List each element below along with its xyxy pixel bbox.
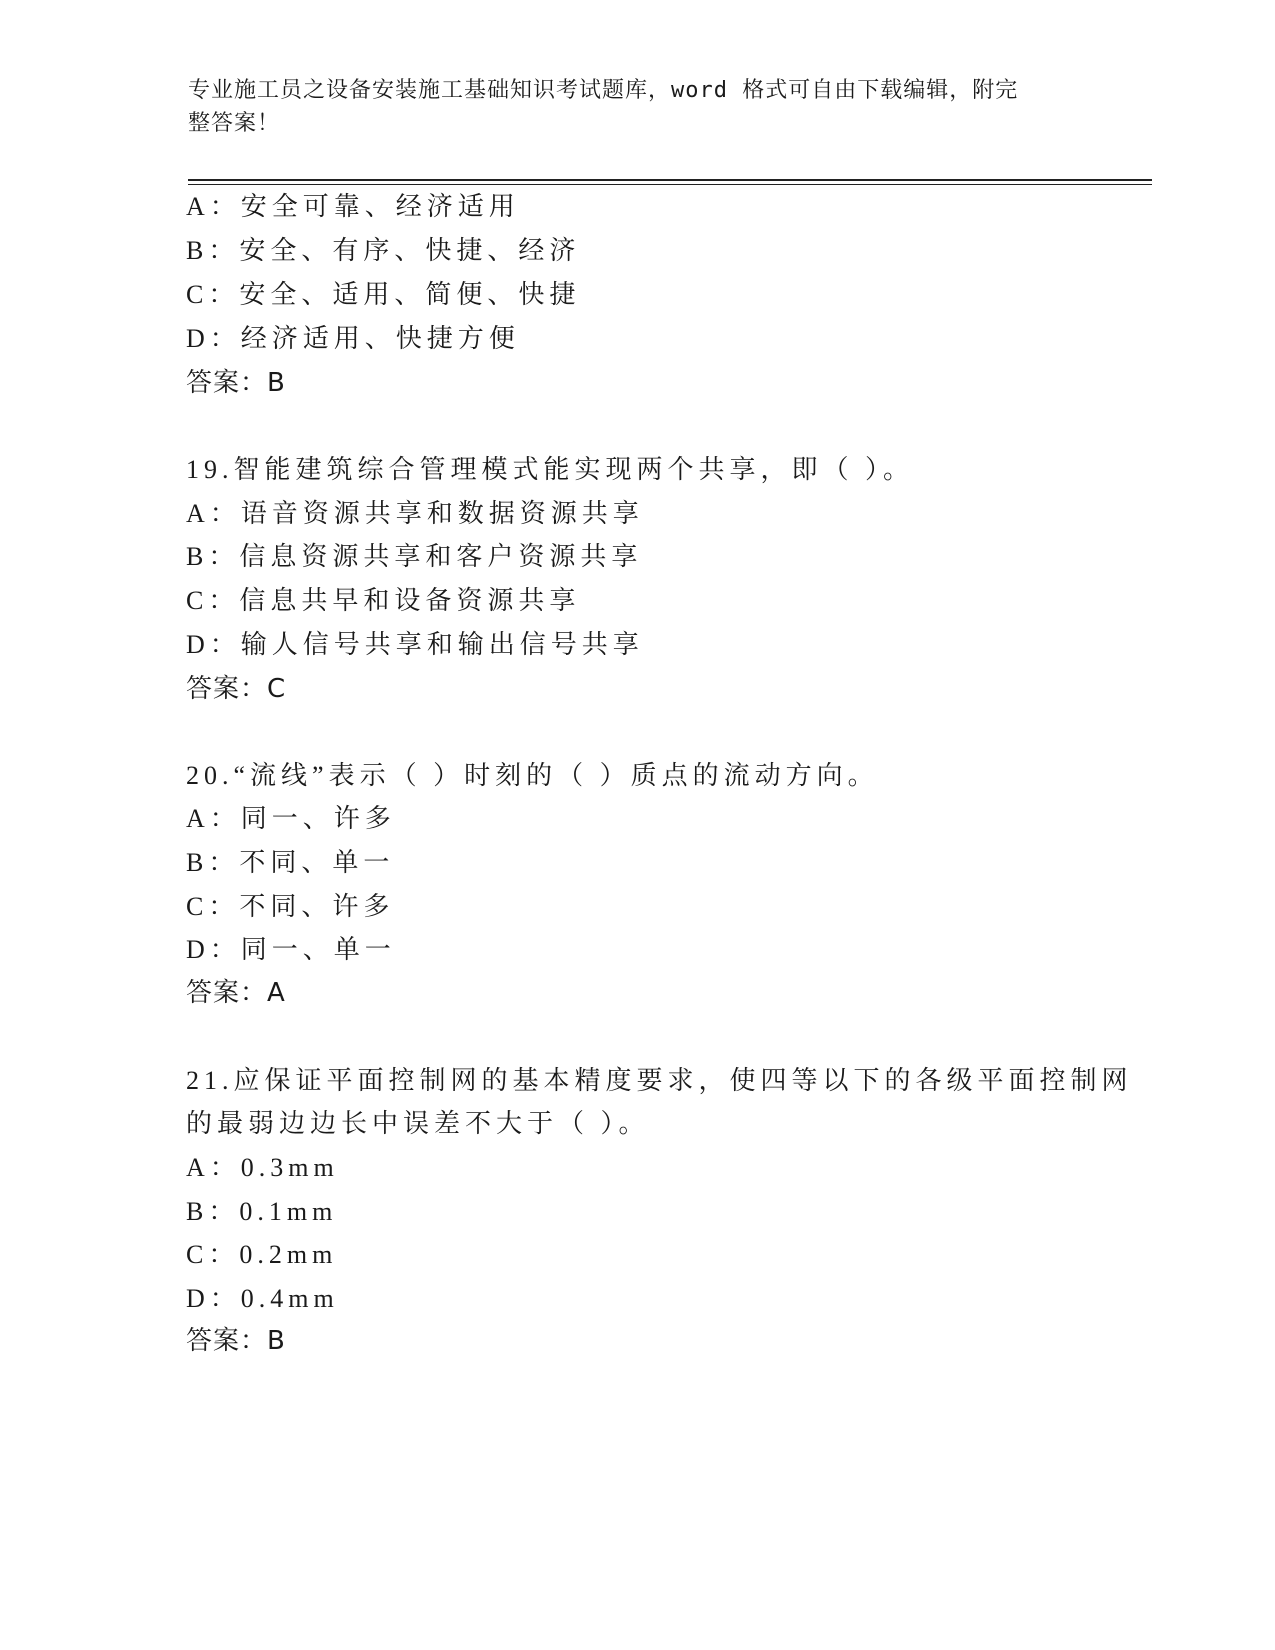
question-19-option-b: B：信息资源共享和客户资源共享 — [186, 542, 643, 571]
question-19-option-c: C：信息共早和设备资源共享 — [186, 586, 581, 615]
header-divider-thick — [188, 179, 1152, 181]
prev-option-c: C：安全、适用、简便、快捷 — [186, 280, 581, 309]
question-19-answer: 答案：C — [186, 674, 287, 704]
question-20-option-b: B：不同、单一 — [186, 848, 395, 877]
question-21-option-b: B：0.1mm — [186, 1197, 338, 1226]
question-19-stem: 19.智能建筑综合管理模式能实现两个共享，即（ ）。 — [186, 455, 915, 484]
question-21-option-c: C：0.2mm — [186, 1240, 338, 1269]
prev-option-a: A：安全可靠、经济适用 — [186, 192, 520, 221]
document-header — [188, 74, 1078, 140]
question-19-option-d: D：输人信号共享和输出信号共享 — [186, 630, 644, 659]
question-19-option-a: A：语音资源共享和数据资源共享 — [186, 499, 644, 528]
header-line-2: 整答案！ — [188, 111, 281, 136]
prev-answer: 答案：B — [186, 368, 286, 398]
question-20-option-c: C：不同、许多 — [186, 892, 395, 921]
question-20-answer: 答案：A — [186, 978, 286, 1008]
header-divider-thin — [188, 184, 1152, 185]
question-20-option-d: D：同一、单一 — [186, 935, 396, 964]
header-line-1: 专业施工员之设备安装施工基础知识考试题库，word 格式可自由下载编辑，附完 — [188, 78, 1019, 103]
question-21-stem-line-2: 的最弱边边长中误差不大于（ ）。 — [186, 1109, 650, 1138]
question-21-stem-line-1: 21.应保证平面控制网的基本精度要求，使四等以下的各级平面控制网 — [186, 1066, 1133, 1095]
question-20-option-a: A：同一、许多 — [186, 804, 396, 833]
question-20-stem: 20.“流线”表示（ ）时刻的（ ）质点的流动方向。 — [186, 761, 879, 790]
question-21-option-d: D：0.4mm — [186, 1284, 339, 1313]
prev-option-d: D：经济适用、快捷方便 — [186, 324, 520, 353]
question-21-option-a: A：0.3mm — [186, 1153, 339, 1182]
prev-option-b: B：安全、有序、快捷、经济 — [186, 236, 581, 265]
question-21-answer: 答案：B — [186, 1326, 286, 1356]
